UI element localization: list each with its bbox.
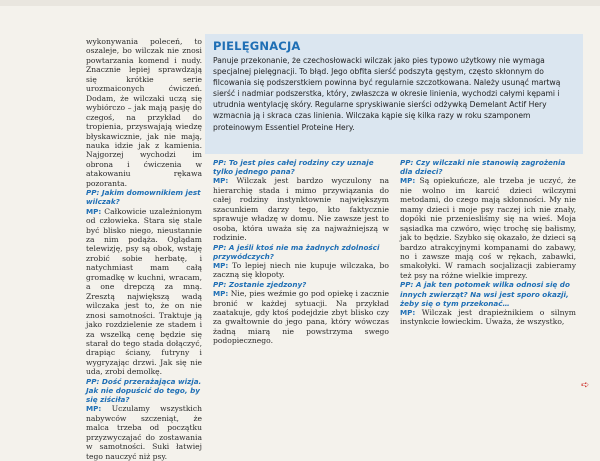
question: PP: Dość przerażająca wizja. Jak nie dopuścić do tego, by się ziściła? [86,376,202,405]
speaker-label: MP: [400,176,416,186]
column-middle [213,158,389,346]
paragraph: wykonywania poleceń, to oszaleje, bo wilczak nie znosi powtarzania komend i nudy. Znacznie lepiej sprawdzają się krótkie serie urozmaiconych ćwiczeń. Dodam, że wilczaki uczą się wybiórczo – jak mają pasję do czegoś, na przykład do tropienia, przyswajają wiedzę błyskawicznie, jak nie mają, nauka idzie jak z kamienia. Najgorzej wychodzi im obrona i ćwiczenia w atakowaniu rękawa pozoranta. [86,37,202,188]
question: PP: A jak ten potomek wilka odnosi się do innych zwierząt? Na wsi jest sporo okazji, żeby się o tym przekonać… [400,280,570,308]
answer-text: Uczulamy wszystkich nabywców szczeniąt, że malca trzeba od początku przyzwyczajać do zostawania w samotności. Suki łatwiej tego nauczyć niż psy. [86,404,202,461]
speaker-label: MP: [213,289,229,299]
answer [213,261,389,280]
speaker-label: MP: [213,176,229,186]
speaker-label: MP: [86,206,102,216]
box-title: PIELĘGNACJA [213,39,301,53]
answer [213,176,389,242]
answer [86,404,202,461]
speaker-label: MP: [400,308,416,317]
answer-text: Nie, pies weźmie go pod opiekę i zacznie bronić w każdej sytuacji. Na przykład zaatakuje, gdy ktoś podejdzie zbyt blisko czy za gwałtownie do jego pana, który wówczas żadną miarą nie powstrzyma swego podopiecznego. [213,289,389,346]
speaker-label: MP: [86,404,102,414]
box-text: Panuje przekonanie, że czechosłowacki wilczak jako pies typowo użytkowy nie wymaga specjalnej pielęgnacji. To błąd. Jego obfita sierść podszyta gęstym, często skłonnym do filcowania się podszerstkiem powinna być regularnie szczotkowana. Należy usunąć martwą sierść i nadmiar podszerstka, który, zwłaszcza w okresie linienia, wychodzi całymi kępami i utrudnia wentylację skóry. Regularne spryskiwanie sierści odżywką Demelant Actif Hery wzmacnia ją i skraca czas linienia. Wilczaka kąpie się kilka razy w roku szamponem proteinowym Essentiel Proteine Hery. [213,56,561,132]
answer [213,289,389,346]
top-edge [0,0,600,6]
answer-text: Są opiekuńcze, ale trzeba je uczyć, że nie wolno im karcić dzieci wilczymi metodami, do czego mają skłonności. My nie mamy dzieci i moje psy raczej ich nie znały, dopóki nie przeniesliśmy się na wieś. Moja sąsiadka ma czwóro, więc trochę się bałismy, jak to będzie. Szybko się okazało, że dzieci są bardzo atrakcyjnymi kompanami do zabawy, no i zawsze mają coś w rękach, zabawki, smakołyki. W ramach socjalizacji zabieramy też psy na różne wielkie imprezy. [400,176,576,280]
answer-text: Wilczak jest bardzo wyczulony na hierarchię stada i mimo przywiązania do całej rodziny instynktownie największym szacunkiem darzy tego, kto faktycznie sprawuje władzę w domu. Nie zawsze jest to osoba, która uważa się za najważniejszą w rodzinie. [213,176,389,243]
answer [400,308,576,327]
answer-text: Całkowicie uzależnionym od człowieka. Stara się stale być blisko niego, nieustannie za nim podąża. Oglądam telewizję, psy są obok, wstaję zrobić sobie herbatę, i natychmiast mam całą gromadkę w kuchni, wracam, a one drepczą za mną. Zresztą największą wadą wilczaka jest to, że on nie znosi samotności. Traktuje ją jako rozdzielenie ze stadem i za wszelką cenę będzie się starał do tego stada dołączyć, drapiąc ściany, futryny i wygryzając drzwi. Jak się nie uda, zrobi demolkę. [86,206,202,377]
continue-arrow-icon: ➪ [581,380,590,391]
question: PP: Czy wilczaki nie stanowią zagrożenia dla dzieci? [400,158,566,177]
answer [86,207,202,377]
answer-text: To lepiej niech nie kupuje wilczaka, bo zaczną się kłopoty. [213,260,389,280]
question: PP: Jakim domownikiem jest wilczak? [86,188,201,207]
speaker-label: MP: [213,260,229,270]
column-left [86,37,202,461]
answer [400,176,576,280]
column-right [400,158,576,327]
answer-text: Wilczak jest drapieżnikiem o silnym instynkcie łowieckim. Uważa, że wszystko, [400,308,577,327]
question: PP: To jest pies całej rodziny czy uznaje tylko jednego pana? [213,158,374,177]
question: PP: A jeśli ktoś nie ma żadnych zdolności przywódczych? [213,242,380,261]
question: PP: Zostanie zjedzony? [213,279,307,289]
care-info-box [205,34,583,154]
